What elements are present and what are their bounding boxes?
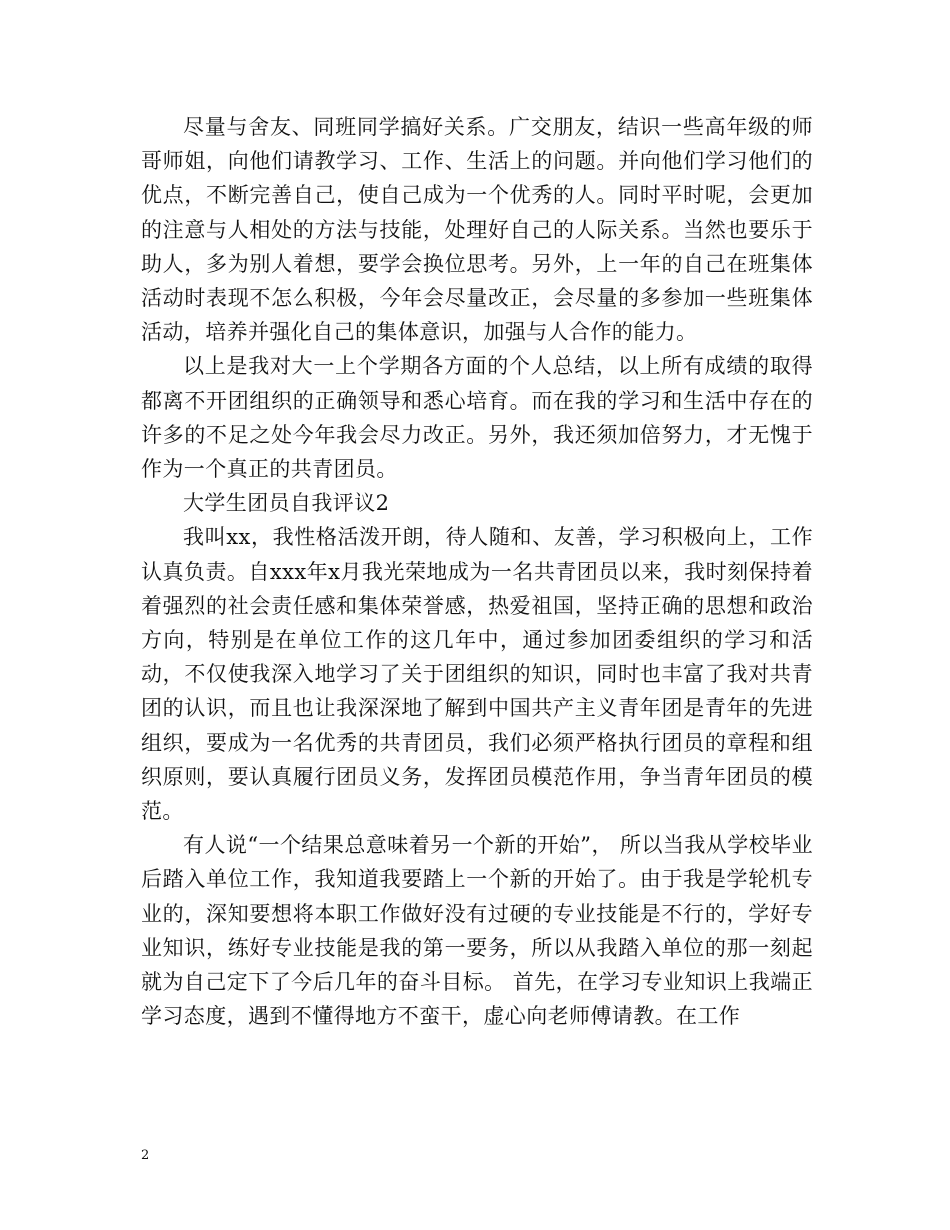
document-body [141,110,813,1033]
paragraph-summary: 以上是我对大一上个学期各方面的个人总结，以上所有成绩的取得都离不开团组织的正确领导和悉心培育。而在我的学习和生活中存在的许多的不足之处今年我会尽力改正。另外，我还须加倍努力，才无愧于作为一个真正的共青团员。 [141,354,813,482]
section-heading: 大学生团员自我评议2 [183,491,390,516]
paragraph-self-introduction: 我叫xx，我性格活泼开朗，待人随和、友善，学习积极向上，工作认真负责。自xxx年x月我光荣地成为一名共青团员以来，我时刻保持着着强烈的社会责任感和集体荣誉感，热爱祖国，坚持正确的思想和政治方向，特别是在单位工作的这几年中，通过参加团委组织的学习和活动，不仅使我深入地学习了关于团组织的知识，同时也丰富了我对共青团的认识，而且也让我深深地了解到中国共产主义青年团是青年的先进组织，要成为一名优秀的共青团员，我们必须严格执行团员的章程和组织原则，要认真履行团员义务，发挥团员模范作用，争当青年团员的模范。 [141,525,813,824]
paragraph-interpersonal: 尽量与舍友、同班同学搞好关系。广交朋友，结识一些高年级的师哥师姐，向他们请教学习、工作、生活上的问题。并向他们学习他们的优点，不断完善自己，使自己成为一个优秀的人。同时平时呢，会更加的注意与人相处的方法与技能，处理好自己的人际关系。当然也要乐于助人，多为别人着想，要学会换位思考。另外，上一年的自己在班集体活动时表现不怎么积极，今年会尽量改正，会尽量的多参加一些班集体活动，培养并强化自己的集体意识，加强与人合作的能力。 [141,115,813,345]
page-number: 2 [141,1148,150,1163]
paragraph-new-beginning: 有人说“一个结果总意味着另一个新的开始”， 所以当我从学校毕业后踏入单位工作，我知道我要踏上一个新的开始了。由于我是学轮机专业的，深知要想将本职工作做好没有过硬的专业技能是不行的，学好专业知识，练好专业技能是我的第一要务，所以从我踏入单位的那一刻起就为自己定下了今后几年的奋斗目标。 首先，在学习专业知识上我端正学习态度，遇到不懂得地方不蛮干，虚心向老师傅请教。在工作 [141,833,813,1029]
